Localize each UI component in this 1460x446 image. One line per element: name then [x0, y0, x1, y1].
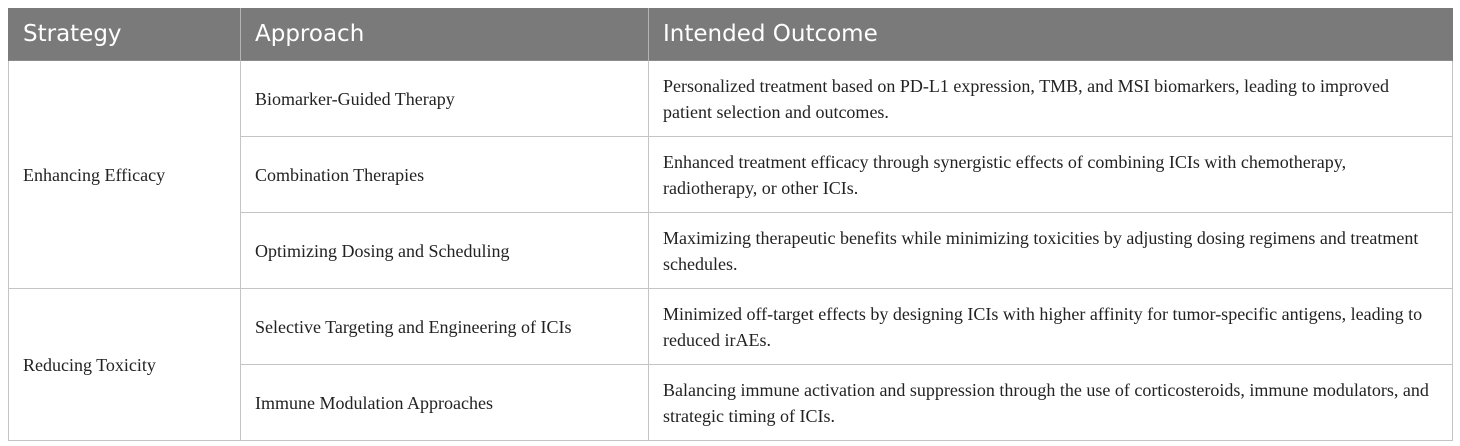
header-row [9, 8, 1453, 61]
header-strategy: Strategy [9, 8, 241, 61]
header-intended-outcome: Intended Outcome [649, 8, 1453, 61]
header-approach: Approach [241, 8, 649, 61]
strategy-table [8, 8, 1453, 441]
outcome-cell: Enhanced treatment efficacy through synergistic effects of combining ICIs with chemotherapy, radiotherapy, or other ICIs. [649, 137, 1453, 213]
outcome-cell: Personalized treatment based on PD-L1 expression, TMB, and MSI biomarkers, leading to improved patient selection and outcomes. [649, 61, 1453, 137]
approach-cell: Immune Modulation Approaches [241, 365, 649, 441]
table-row [9, 289, 1453, 365]
approach-cell: Biomarker-Guided Therapy [241, 61, 649, 137]
strategy-cell-enhancing-efficacy: Enhancing Efficacy [9, 61, 241, 289]
approach-cell: Combination Therapies [241, 137, 649, 213]
table-body [9, 61, 1453, 441]
approach-cell: Selective Targeting and Engineering of ICIs [241, 289, 649, 365]
outcome-cell: Balancing immune activation and suppression through the use of corticosteroids, immune modulators, and strategic timing of ICIs. [649, 365, 1453, 441]
table-header [9, 8, 1453, 61]
strategy-cell-reducing-toxicity: Reducing Toxicity [9, 289, 241, 441]
approach-cell: Optimizing Dosing and Scheduling [241, 213, 649, 289]
outcome-cell: Maximizing therapeutic benefits while minimizing toxicities by adjusting dosing regimens and treatment schedules. [649, 213, 1453, 289]
table-row [9, 61, 1453, 137]
outcome-cell: Minimized off-target effects by designing ICIs with higher affinity for tumor-specific antigens, leading to reduced irAEs. [649, 289, 1453, 365]
